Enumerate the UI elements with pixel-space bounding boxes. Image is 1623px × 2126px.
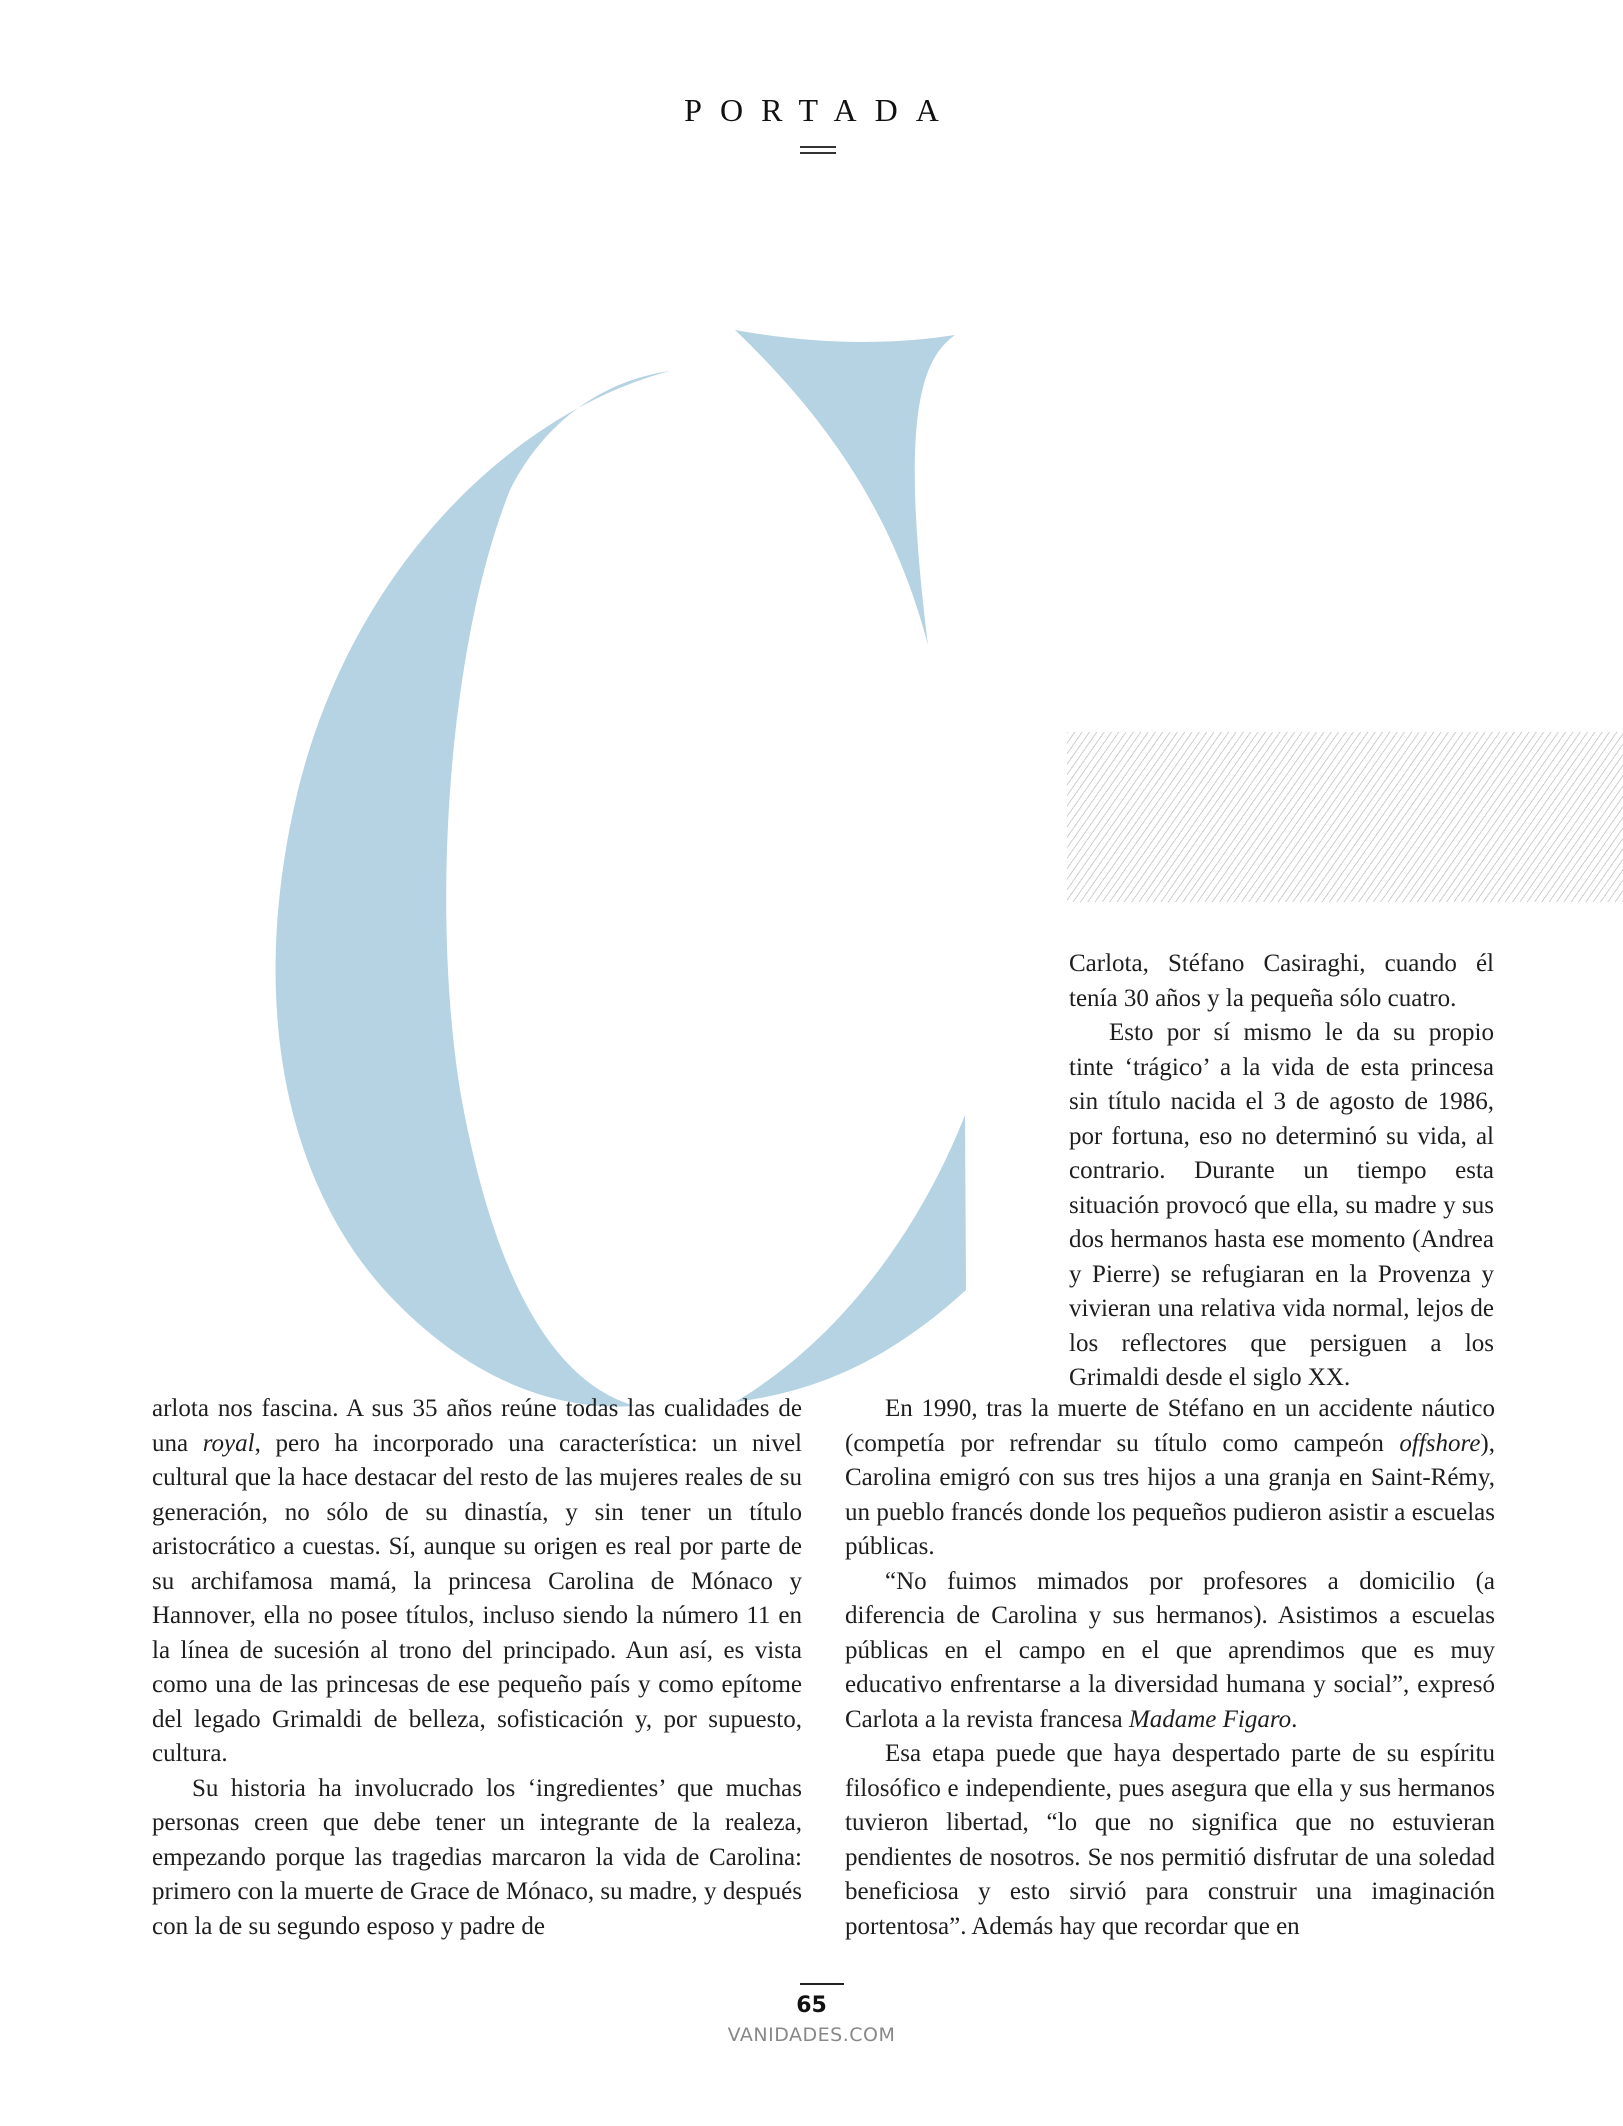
article-paragraph [845,1392,1495,1565]
article-column-left [152,1392,802,1944]
section-label: PORTADA [684,92,957,128]
hatched-panel [1067,732,1623,902]
text-run: “No fuimos mimados por profesores a domicilio (a diferencia de Carolina y sus hermanos). Asistimos a escuelas públicas en el campo en el que aprendimos que es muy educativo enfrentarse a la diversidad humana y social”, expresó Carlota a la revista francesa [845,1567,1495,1733]
dropcap-c-bottom-serif [735,1115,966,1402]
site-url: VANIDADES.COM [727,2024,896,2046]
italic-term: Madame Figaro [1128,1705,1292,1733]
text-run: arlota nos fascina. A sus 35 años reúne todas las cualidades de una [152,1395,802,1457]
text-run: En 1990, tras la muerte de Stéfano en un accidente náutico (competía por refrendar su título como campeón [845,1395,1495,1457]
article-paragraph: Esa etapa puede que haya despertado parte de su espíritu filosófico e independiente, pues asegura que ella y sus hermanos tuvieron libertad, “lo que no significa que no estuvieran pendientes de nosotros. Se nos permitió disfrutar de una soledad beneficiosa y esto sirvió para construir una imaginación portentosa”. Además hay que recordar que en [845,1740,1495,1940]
article-column-right-top [1069,947,1494,1396]
article-column-right-bottom [845,1392,1495,1944]
italic-term: offshore [1399,1429,1481,1457]
article-paragraph: Su historia ha involucrado los ‘ingredientes’ que muchas personas creen que debe tener un integrante de la realeza, empezando porque las tragedias marcaron la vida de Carolina: primero con la muerte de Grace de Mónaco, su madre, y después con la de su segundo esposo y padre de [152,1774,802,1940]
article-paragraph: Carlota, Stéfano Casiraghi, cuando él tenía 30 años y la pequeña sólo cuatro. [1069,950,1494,1012]
page-number: 65 [796,1993,827,2018]
italic-term: royal [202,1429,255,1457]
text-run: , pero ha incorporado una característica: un nivel cultural que la hace destacar del resto de las mujeres reales de su generación, no sólo de su dinastía, y sin tener un título aristocrático a cuestas. Sí, aunque su origen es real por parte de su archifamosa mamá, la princesa Carolina de Mónaco y Hannover, ella no posee títulos, incluso siendo la número 11 en la línea de sucesión al trono del principado. Aun así, es vista como una de las princesas de ese pequeño país y como epítome del legado Grimaldi de belleza, sofisticación y, por supuesto, cultura. [152,1429,802,1767]
dropcap-c-top-serif [735,330,955,645]
text-run: . [1291,1705,1298,1733]
article-paragraph: Esto por sí mismo le da su propio tinte ‘trágico’ a la vida de esta princesa sin título nacida el 3 de agosto de 1986, por fortuna, eso no determinó su vida, al contrario. Durante un tiempo esta situación provocó que ella, su madre y sus dos hermanos hasta ese momento (Andrea y Pierre) se refugiaran en la Provenza y vivieran una relativa vida normal, lejos de los reflectores que persiguen a los Grimaldi desde el siglo XX. [1069,1019,1494,1391]
dropcap-c-glyph [276,371,670,1407]
footer-rule [800,1983,844,1985]
article-paragraph [845,1565,1495,1738]
text-run: ), Carolina emigró con sus tres hijos a una granja en Saint-Rémy, un pueblo francés donde los pequeños pudieron asistir a escuelas públicas. [845,1429,1495,1560]
article-paragraph [152,1392,802,1772]
